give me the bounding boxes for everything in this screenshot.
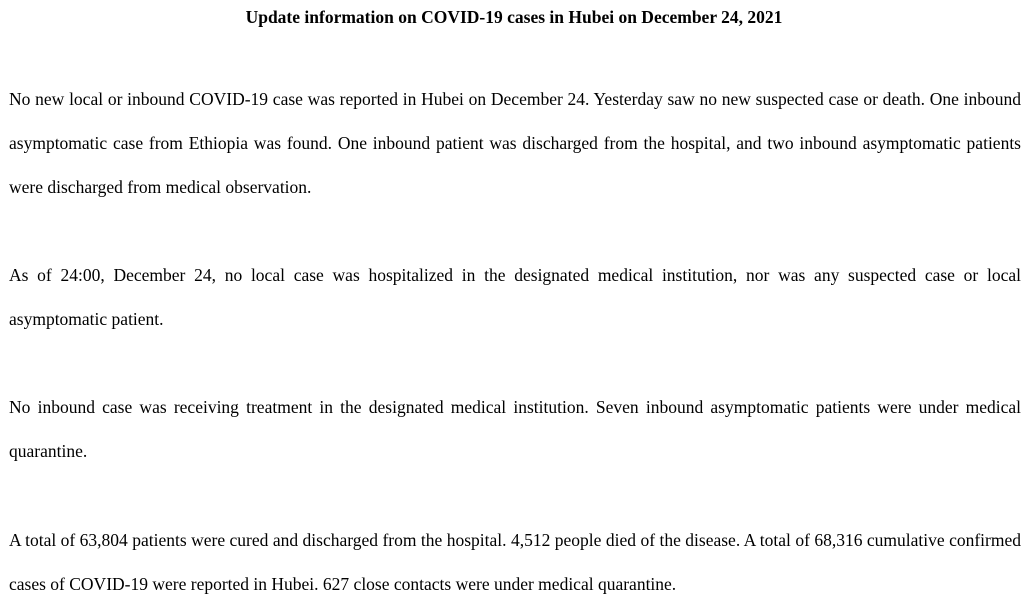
paragraph-inbound-status: No inbound case was receiving treatment in the designated medical institution. Seven inbound asymptomatic patients were under medical quarantine.	[9, 397, 1021, 461]
paragraph-cumulative-totals: A total of 63,804 patients were cured and discharged from the hospital. 4,512 people died of the disease. A total of 68,316 cumulative confirmed cases of COVID-19 were reported in Hubei. 627 close contacts were under medical quarantine.	[9, 530, 1021, 594]
document-title: Update information on COVID-19 cases in Hubei on December 24, 2021	[245, 7, 783, 27]
paragraph-local-status: As of 24:00, December 24, no local case was hospitalized in the designated medical institution, nor was any suspected case or local asymptomatic patient.	[9, 265, 1021, 329]
paragraph-new-cases: No new local or inbound COVID-19 case was reported in Hubei on December 24. Yesterday saw no new suspected case or death. One inbound asymptomatic case from Ethiopia was found. One inbound patient was discharged from the hospital, and two inbound asymptomatic patients were discharged from medical observation.	[9, 89, 1021, 197]
